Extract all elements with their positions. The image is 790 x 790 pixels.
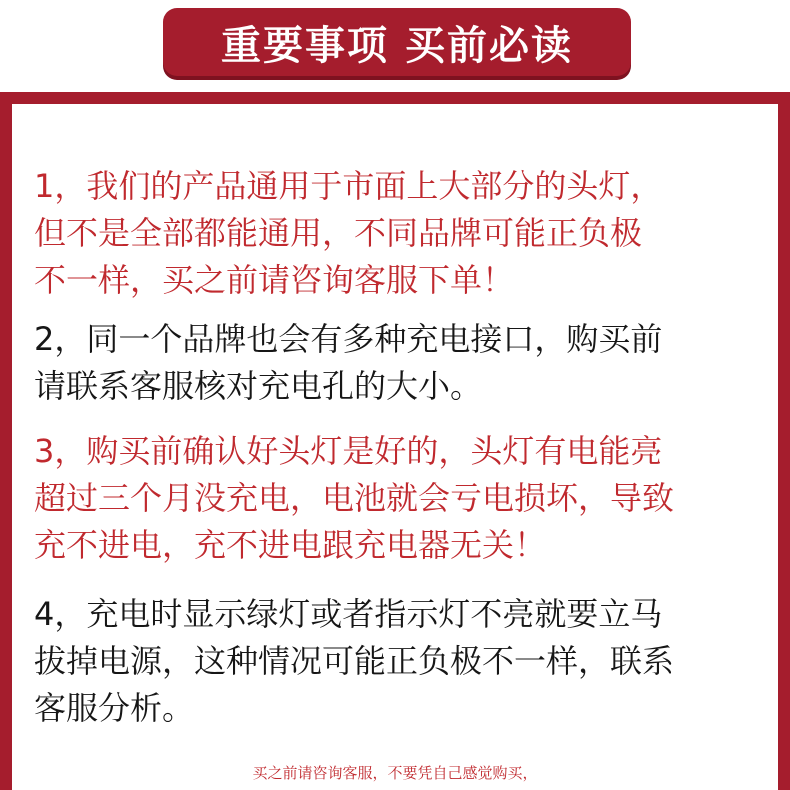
- footer-note-line-1: 买之前请咨询客服，不要凭自己感觉购买，: [252, 764, 538, 782]
- notice-3-line-3: 充不进电，充不进电跟充电器无关！: [34, 526, 547, 564]
- page-title: 重要事项 买前必读: [221, 21, 573, 69]
- notice-4-line-3: 客服分析。: [34, 689, 195, 727]
- footer-note: [0, 760, 790, 786]
- notice-3: [34, 428, 764, 569]
- notice-1-line-2: 但不是全部都能通用，不同品牌可能正负极: [34, 214, 643, 252]
- header-banner: [163, 8, 631, 76]
- notice-1-line-1: 1，我们的产品通用于市面上大部分的头灯，: [34, 167, 663, 205]
- notice-3-line-1: 3，购买前确认好头灯是好的，头灯有电能亮: [34, 432, 663, 470]
- notice-2-line-2: 请联系客服核对充电孔的大小。: [34, 367, 483, 405]
- notice-4-line-2: 拔掉电源，这种情况可能正负极不一样，联系: [34, 642, 675, 680]
- notice-3-line-2: 超过三个月没充电，电池就会亏电损坏，导致: [34, 479, 675, 517]
- notice-2-line-1: 2，同一个品牌也会有多种充电接口，购买前: [34, 320, 663, 358]
- notice-1-line-3: 不一样，买之前请咨询客服下单！: [34, 261, 515, 299]
- notice-4: [34, 591, 764, 732]
- notice-4-line-1: 4，充电时显示绿灯或者指示灯不亮就要立马: [34, 595, 663, 633]
- notice-1: [34, 163, 764, 304]
- notice-2: [34, 316, 764, 410]
